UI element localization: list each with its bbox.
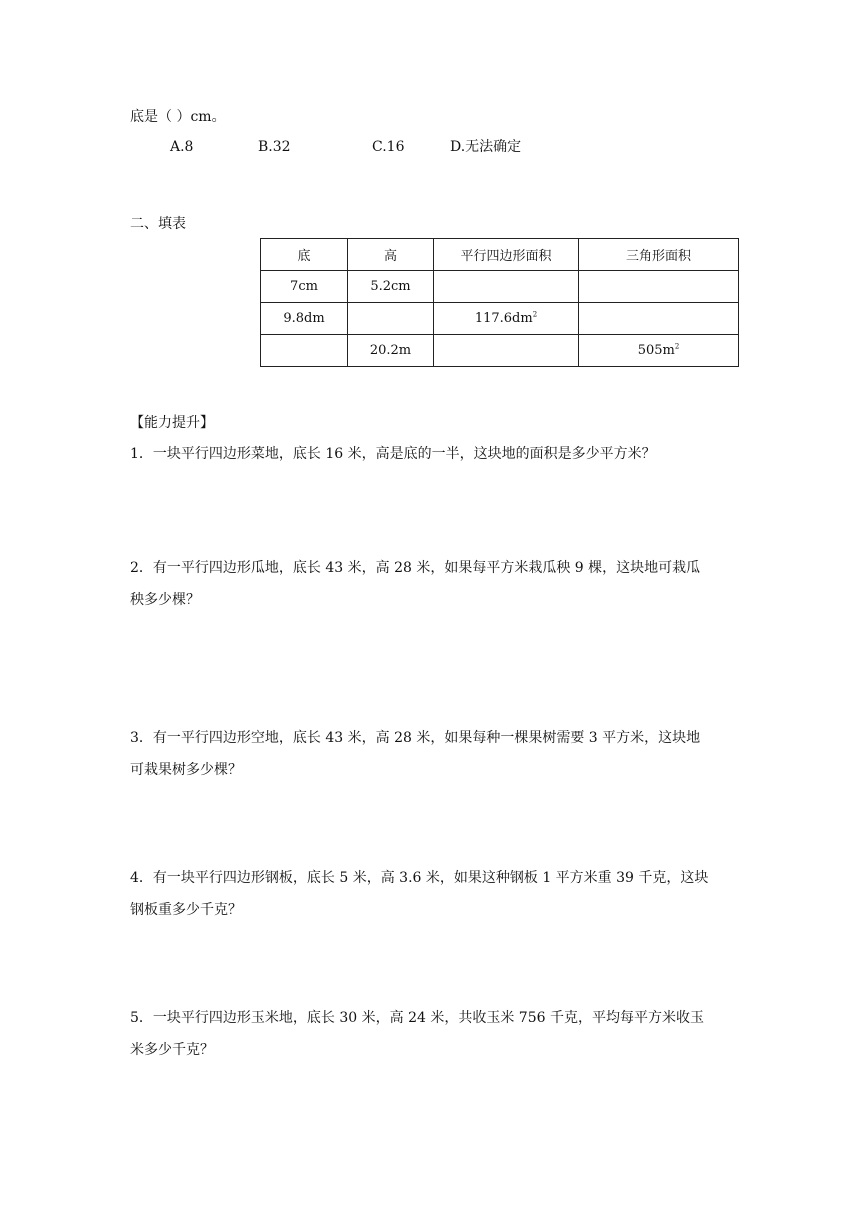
question-3-line-2: 可栽果树多少棵？ [130,762,242,778]
question-stem-tail: 底是（ ）cm。 [130,109,226,125]
table-cell [434,335,579,367]
table-row [261,271,739,303]
question-5-line-2: 米多少千克？ [130,1042,214,1058]
header-cell-base: 底 [261,239,348,271]
table-cell [579,303,739,335]
area-value: 117.6dm [474,311,533,326]
option-a: A.8 [170,139,194,155]
header-cell-triangle-area: 三角形面积 [579,239,739,271]
superscript-2: 2 [532,310,538,319]
table-cell [434,303,579,335]
option-b: B.32 [258,139,291,155]
table-cell [261,335,348,367]
table-cell: 5.2cm [348,271,434,303]
table-cell: 20.2m [348,335,434,367]
question-1-line-1: 1．一块平行四边形菜地，底长 16 米，高是底的一半，这块地的面积是多少平方米？ [130,446,656,462]
table-header-row [261,239,739,271]
section-heading-fill-table: 二、填表 [130,216,186,232]
table-cell [579,335,739,367]
option-c: C.16 [372,139,405,155]
header-cell-height: 高 [348,239,434,271]
table-cell: 7cm [261,271,348,303]
header-cell-parallelogram-area: 平行四边形面积 [434,239,579,271]
question-2 [130,552,740,616]
table-cell [348,303,434,335]
question-2-line-2: 秧多少棵？ [130,592,200,608]
table-row [261,303,739,335]
question-4-line-2: 钢板重多少千克？ [130,902,242,918]
question-3-line-1: 3．有一平行四边形空地，底长 43 米，高 28 米，如果每种一棵果树需要 3 平方米，这块地 [130,730,701,746]
section-heading-ability: 【能力提升】 [130,415,214,431]
question-2-line-1: 2．有一平行四边形瓜地，底长 43 米，高 28 米，如果每平方米栽瓜秧 9 棵，这块地可栽瓜 [130,560,701,576]
table-cell [579,271,739,303]
table-row [261,335,739,367]
fill-table [260,238,739,367]
question-4 [130,862,740,926]
option-d: D.无法确定 [450,139,522,155]
question-3 [130,722,740,786]
superscript-2: 2 [674,342,680,351]
area-value: 505m [637,343,675,358]
question-5-line-1: 5．一块平行四边形玉米地，底长 30 米，高 24 米，共收玉米 756 千克，平均每平方米收玉 [130,1010,704,1026]
table-cell: 9.8dm [261,303,348,335]
question-5 [130,1002,740,1066]
table-cell [434,271,579,303]
question-1 [130,438,740,470]
question-4-line-1: 4．有一块平行四边形钢板，底长 5 米，高 3.6 米，如果这种钢板 1 平方米重 39 千克，这块 [130,870,709,886]
